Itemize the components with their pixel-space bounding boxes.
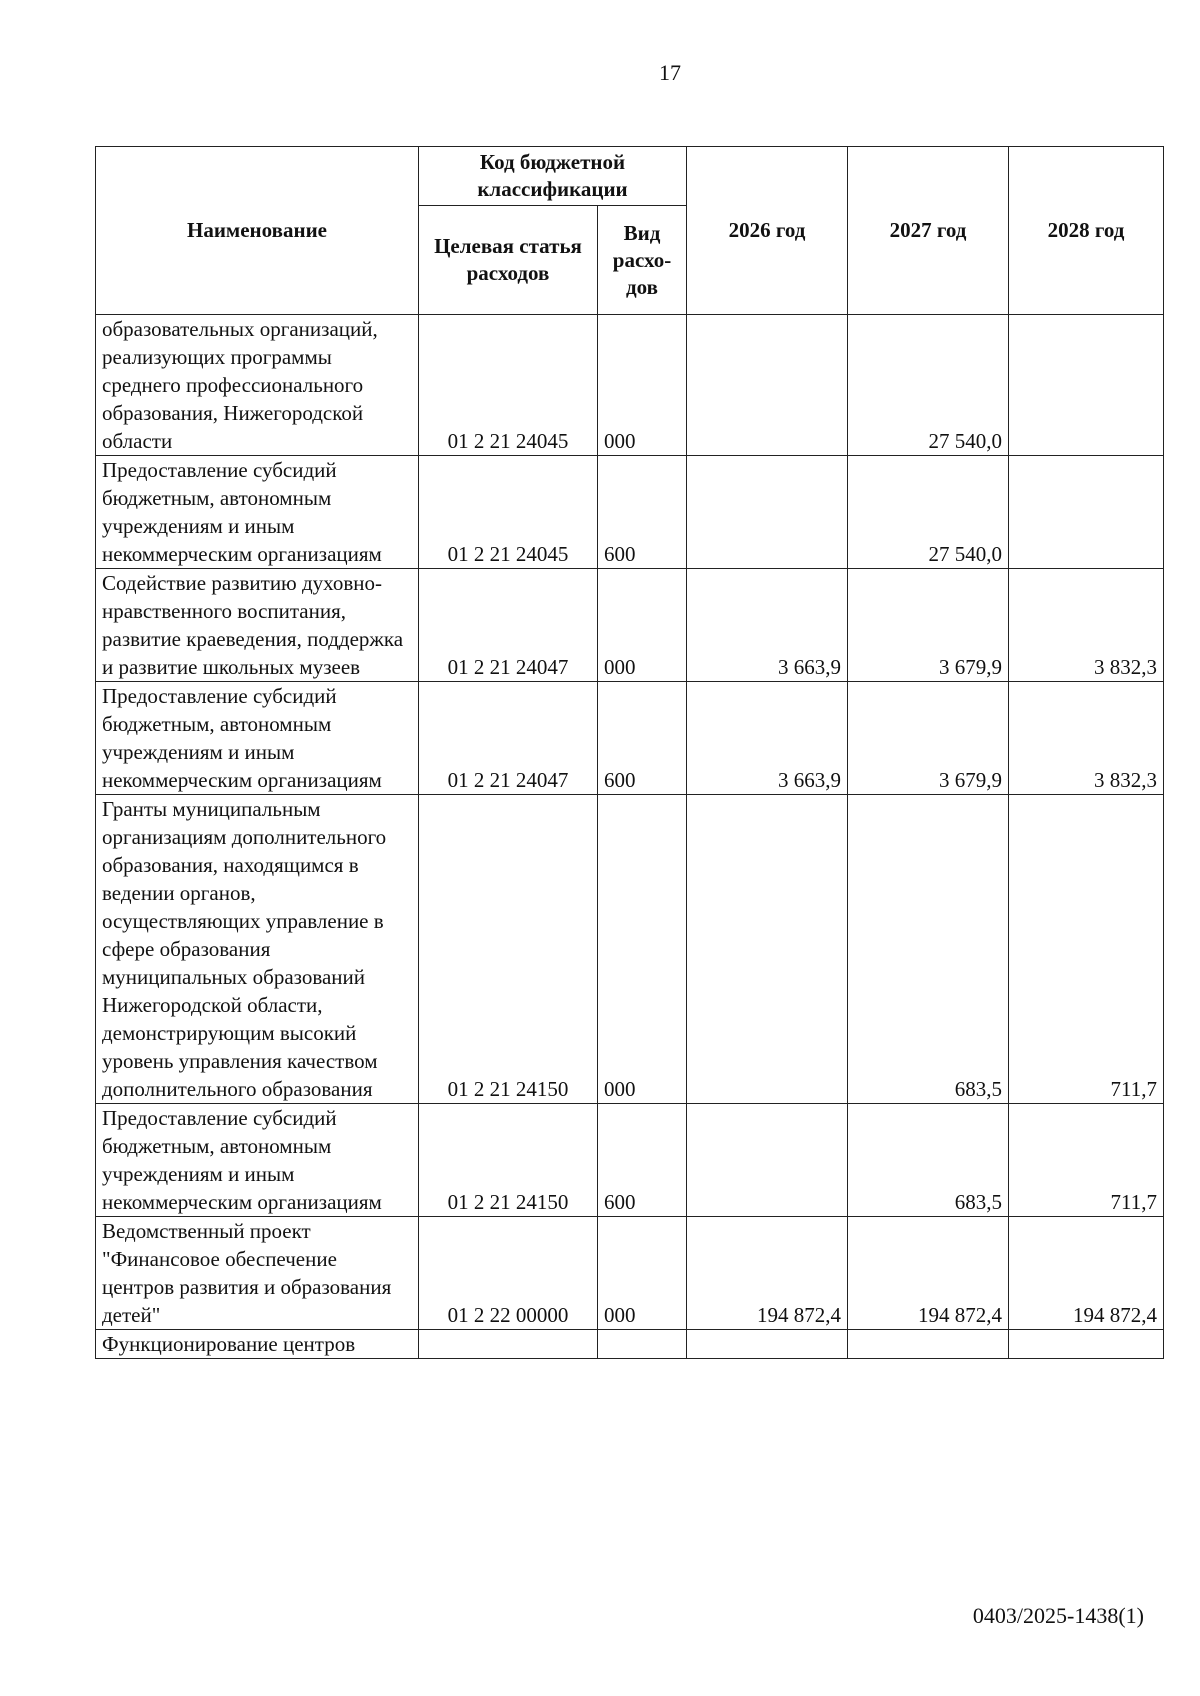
row-expense-type: 000 bbox=[598, 1217, 687, 1330]
row-expense-type: 000 bbox=[598, 795, 687, 1104]
row-expense-type: 000 bbox=[598, 569, 687, 682]
row-name: образовательных организаций, реализующих программы среднего профессионального образования, Нижегородской области bbox=[96, 315, 419, 456]
row-2028: 3 832,3 bbox=[1009, 682, 1164, 795]
table-row bbox=[96, 1104, 1164, 1217]
row-name: Содействие развитию духовно-нравственного воспитания, развитие краеведения, поддержка и развитие школьных музеев bbox=[96, 569, 419, 682]
row-2028 bbox=[1009, 1330, 1164, 1359]
row-2028: 3 832,3 bbox=[1009, 569, 1164, 682]
row-name: Предоставление субсидий бюджетным, автономным учреждениям и иным некоммерческим организациям bbox=[96, 682, 419, 795]
row-name: Гранты муниципальным организациям дополнительного образования, находящимся в ведении органов, осуществляющих управление в сфере образования муниципальных образований Нижегородской области, демонстрирующим высокий уровень управления качеством дополнительного образования bbox=[96, 795, 419, 1104]
page-number: 17 bbox=[659, 60, 681, 85]
table-row bbox=[96, 569, 1164, 682]
row-2026: 3 663,9 bbox=[687, 682, 848, 795]
row-name: Ведомственный проект "Финансовое обеспечение центров развития и образования детей" bbox=[96, 1217, 419, 1330]
row-2028: 711,7 bbox=[1009, 795, 1164, 1104]
row-expense-type: 600 bbox=[598, 682, 687, 795]
row-expense-type: 600 bbox=[598, 456, 687, 569]
table-body bbox=[96, 315, 1164, 1359]
row-2026 bbox=[687, 1330, 848, 1359]
row-2027: 194 872,4 bbox=[848, 1217, 1009, 1330]
row-2026: 3 663,9 bbox=[687, 569, 848, 682]
row-2027: 3 679,9 bbox=[848, 569, 1009, 682]
row-expense-type: 600 bbox=[598, 1104, 687, 1217]
header-2027: 2027 год bbox=[848, 147, 1009, 315]
row-target-article: 01 2 21 24047 bbox=[419, 569, 598, 682]
row-2028: 711,7 bbox=[1009, 1104, 1164, 1217]
header-expense-type: Вид расхо-дов bbox=[598, 206, 687, 315]
row-2028: 194 872,4 bbox=[1009, 1217, 1164, 1330]
header-2026: 2026 год bbox=[687, 147, 848, 315]
row-2026 bbox=[687, 1104, 848, 1217]
row-2027: 27 540,0 bbox=[848, 315, 1009, 456]
table-row bbox=[96, 456, 1164, 569]
row-2027: 3 679,9 bbox=[848, 682, 1009, 795]
header-code-group: Код бюджетной классификации bbox=[419, 147, 687, 206]
budget-table bbox=[95, 146, 1164, 1359]
row-2026 bbox=[687, 315, 848, 456]
row-target-article: 01 2 22 00000 bbox=[419, 1217, 598, 1330]
table-row bbox=[96, 682, 1164, 795]
row-name: Функционирование центров bbox=[96, 1330, 419, 1359]
row-2027 bbox=[848, 1330, 1009, 1359]
header-2028: 2028 год bbox=[1009, 147, 1164, 315]
row-target-article: 01 2 21 24047 bbox=[419, 682, 598, 795]
row-2026: 194 872,4 bbox=[687, 1217, 848, 1330]
row-2027: 683,5 bbox=[848, 795, 1009, 1104]
table-row bbox=[96, 1330, 1164, 1359]
row-2027: 27 540,0 bbox=[848, 456, 1009, 569]
row-target-article: 01 2 21 24150 bbox=[419, 795, 598, 1104]
row-name: Предоставление субсидий бюджетным, автономным учреждениям и иным некоммерческим организациям bbox=[96, 456, 419, 569]
table-row bbox=[96, 1217, 1164, 1330]
row-target-article: 01 2 21 24150 bbox=[419, 1104, 598, 1217]
header-name: Наименование bbox=[96, 147, 419, 315]
row-2028 bbox=[1009, 456, 1164, 569]
table-row bbox=[96, 315, 1164, 456]
row-name: Предоставление субсидий бюджетным, автономным учреждениям и иным некоммерческим организациям bbox=[96, 1104, 419, 1217]
row-expense-type bbox=[598, 1330, 687, 1359]
row-target-article: 01 2 21 24045 bbox=[419, 456, 598, 569]
table-row bbox=[96, 795, 1164, 1104]
table-header bbox=[96, 147, 1164, 315]
row-2027: 683,5 bbox=[848, 1104, 1009, 1217]
row-2026 bbox=[687, 456, 848, 569]
row-target-article: 01 2 21 24045 bbox=[419, 315, 598, 456]
row-target-article bbox=[419, 1330, 598, 1359]
row-2028 bbox=[1009, 315, 1164, 456]
row-2026 bbox=[687, 795, 848, 1104]
row-expense-type: 000 bbox=[598, 315, 687, 456]
document-number: 0403/2025-1438(1) bbox=[972, 1603, 1144, 1628]
header-target-article: Целевая статья расходов bbox=[419, 206, 598, 315]
